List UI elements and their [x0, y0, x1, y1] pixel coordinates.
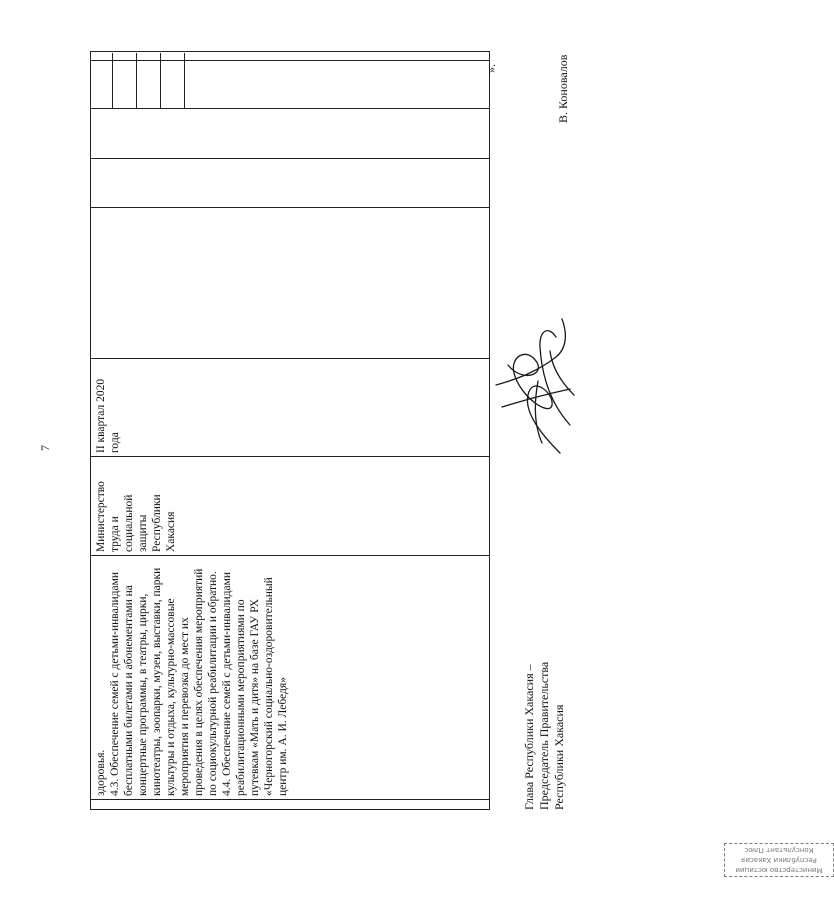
consultant-stamp: Министерство юстиции Республики Хакасия Консультант Плюс [724, 843, 834, 877]
cell-measure-description: здоровья. 4.3. Обеспечение семей с детьми-инвалидами бесплатными билетами и абонементами на концертные программы, в театры, цирки, кинотеатры, зоопарки, музеи, выставки, парки культуры и отдыха, культурно-массовые мероприятия и перевозка до мест их проведения в целях обеспечения мероприятий по социокультурной реабилитации и обратно. 4.4. Обеспечение семей с детьми-инвалидами реабилитационными мероприятиями по путевкам «Мать и дитя» на базе ГАУ РХ «Черногорский социально-оздоровительный центр им. А. И. Лебедя» [95, 567, 289, 796]
column-divider [90, 108, 490, 109]
column-divider [90, 456, 490, 457]
closing-quote: ». [484, 64, 498, 73]
measures-table [90, 51, 490, 810]
row-divider [112, 53, 113, 109]
column-divider [90, 555, 490, 556]
column-divider [90, 207, 490, 208]
signature-title: Глава Республики Хакасия – Председатель Правительства Республики Хакасия [522, 661, 566, 810]
row-divider [184, 53, 185, 109]
column-divider [90, 60, 490, 61]
row-divider [136, 53, 137, 109]
signer-name: В. Коновалов [556, 54, 570, 123]
column-divider [90, 358, 490, 359]
cell-responsible: Министерство труда и социальной защиты Республики Хакасия [95, 481, 177, 552]
row-divider [160, 53, 161, 109]
column-divider [90, 799, 490, 800]
cell-deadline: II квартал 2020 года [95, 378, 121, 453]
handwritten-signature [482, 305, 594, 465]
column-divider [90, 158, 490, 159]
page-number: 7 [38, 445, 52, 451]
